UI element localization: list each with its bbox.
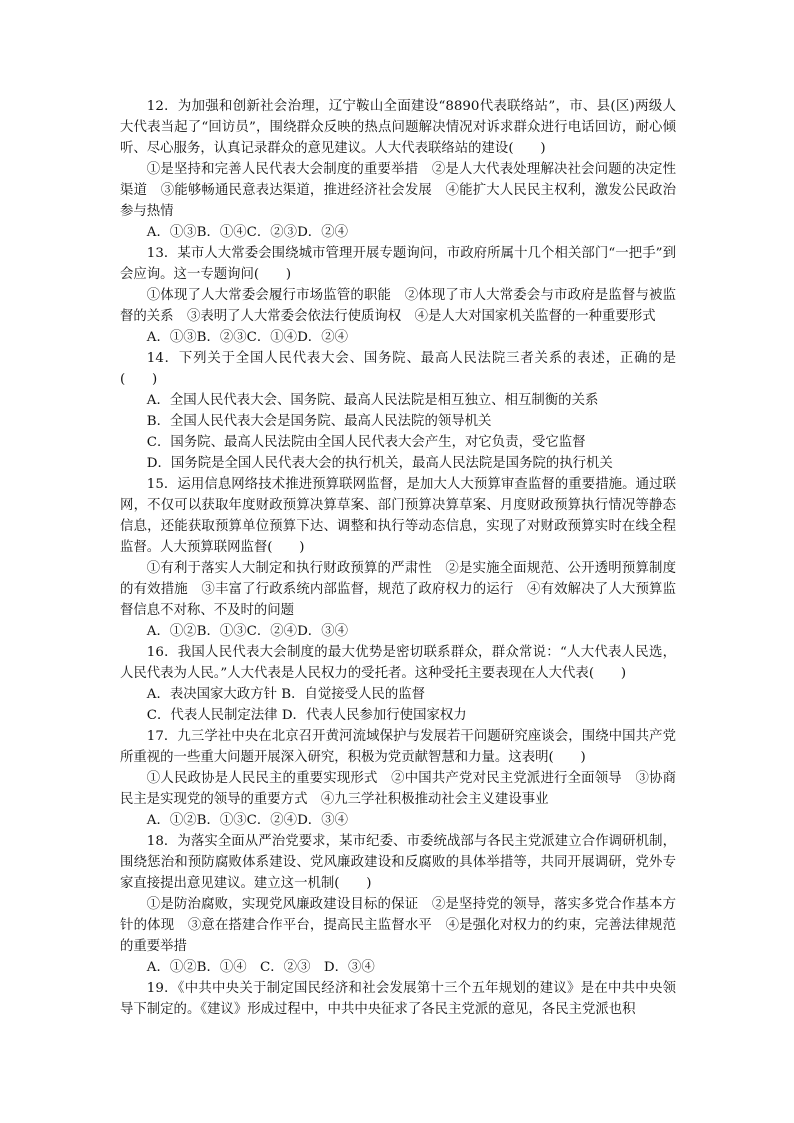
question-statements: ①人民政协是人民民主的重要实现形式 ②中国共产党对民主党派进行全面领导 ③协商民主是实现党的领导的重要方式 ④九三学社积极推动社会主义建设事业 [120,771,676,807]
answer-options: D．国务院是全国人民代表大会的执行机关，最高人民法院是国务院的执行机关 [146,456,613,471]
question-stem: 18．为落实全面从严治党要求，某市纪委、市委统战部与各民主党派建立合作调研机制，围绕惩治和预防腐败体系建设、党风廉政建设和反腐败的具体举措等，共同开展调研，党外专家直接提出意见建议。建立这一机制( ) [120,834,676,891]
question-block [120,243,676,348]
question-statements: ①有利于落实人大制定和执行财政预算的严肃性 ②是实施全面规范、公开透明预算制度的有效措施 ③丰富了行政系统内部监督，规范了政府权力的运行 ④有效解决了人大预算监督信息不对称、不及时的问题 [120,561,676,618]
answer-options: A．全国人民代表大会、国务院、最高人民法院是相互独立、相互制衡的关系 [146,393,599,408]
answer-options: B．全国人民代表大会是国务院、最高人民法院的领导机关 [146,414,492,429]
question-stem: 17．九三学社中央在北京召开黄河流域保护与发展若干问题研究座谈会，围绕中国共产党所重视的一些重大问题开展深入研究，积极为党贡献智慧和力量。这表明( ) [120,729,676,765]
question-stem: 15．运用信息网络技术推进预算联网监督，是加大人大预算审查监督的重要措施。通过联网，不仅可以获取年度财政预算决算草案、部门预算决算草案、月度财政预算执行情况等静态信息，还能获取预算单位预算下达、调整和执行等动态信息，实现了对财政预算实时在线全程监督。人大预算联网监督( ) [120,477,676,555]
answer-options: A．表决国家大政方针 B．自觉接受人民的监督 [146,687,425,702]
exam-page [120,96,676,1020]
question-stem: 16．我国人民代表大会制度的最大优势是密切联系群众，群众常说：“人大代表人民选，人民代表为人民。”人大代表是人民权力的受托者。这种受托主要表现在人大代表( ) [120,645,676,681]
answer-options: C．代表人民制定法律 D．代表人民参加行使国家权力 [146,708,467,723]
question-stem: 12．为加强和创新社会治理，辽宁鞍山全面建设“8890代表联络站”，市、县(区)两级人大代表当起了“回访员”，围绕群众反映的热点问题解决情况对诉求群众进行电话回访，耐心倾听、尽心服务，认真记录群众的意见建议。人大代表联络站的建设( ) [120,99,676,156]
question-block [120,474,676,642]
question-stem: 19．《中共中央关于制定国民经济和社会发展第十三个五年规划的建议》是在中共中央领导下制定的。《建议》形成过程中，中共中央征求了各民主党派的意见，各民主党派也积 [120,981,676,1017]
question-block [120,831,676,978]
answer-options: A．①②B．①③C．②④D．③④ [146,813,348,828]
question-block [120,726,676,831]
answer-options: A．①②B．①④ C．②③ D．③④ [146,960,375,975]
answer-options: A．①③B．①④C．②③D．②④ [146,225,348,240]
answer-options: A．①③B．②③C．①④D．②④ [146,330,348,345]
question-block [120,642,676,726]
question-stem: 14．下列关于全国人民代表大会、国务院、最高人民法院三者关系的表述，正确的是( ) [120,351,676,387]
question-statements: ①是防治腐败，实现党风廉政建设目标的保证 ②是坚持党的领导，落实多党合作基本方针的体现 ③意在搭建合作平台，提高民主监督水平 ④是强化对权力的约束，完善法律规范的重要举措 [120,897,676,954]
question-block [120,96,676,243]
question-block [120,348,676,474]
question-statements: ①是坚持和完善人民代表大会制度的重要举措 ②是人大代表处理解决社会问题的决定性渠道 ③能够畅通民意表达渠道，推进经济社会发展 ④能扩大人民民主权利，激发公民政治参与热情 [120,162,676,219]
question-stem: 13．某市人大常委会围绕城市管理开展专题询问，市政府所属十几个相关部门“一把手”到会应询。这一专题询问( ) [120,246,676,282]
answer-options: C．国务院、最高人民法院由全国人民代表大会产生，对它负责，受它监督 [146,435,586,450]
answer-options: A．①②B．①③C．②④D．③④ [146,624,348,639]
question-statements: ①体现了人大常委会履行市场监管的职能 ②体现了市人大常委会与市政府是监督与被监督的关系 ③表明了人大常委会依法行使质询权 ④是人大对国家机关监督的一种重要形式 [120,288,676,324]
question-block [120,978,676,1020]
